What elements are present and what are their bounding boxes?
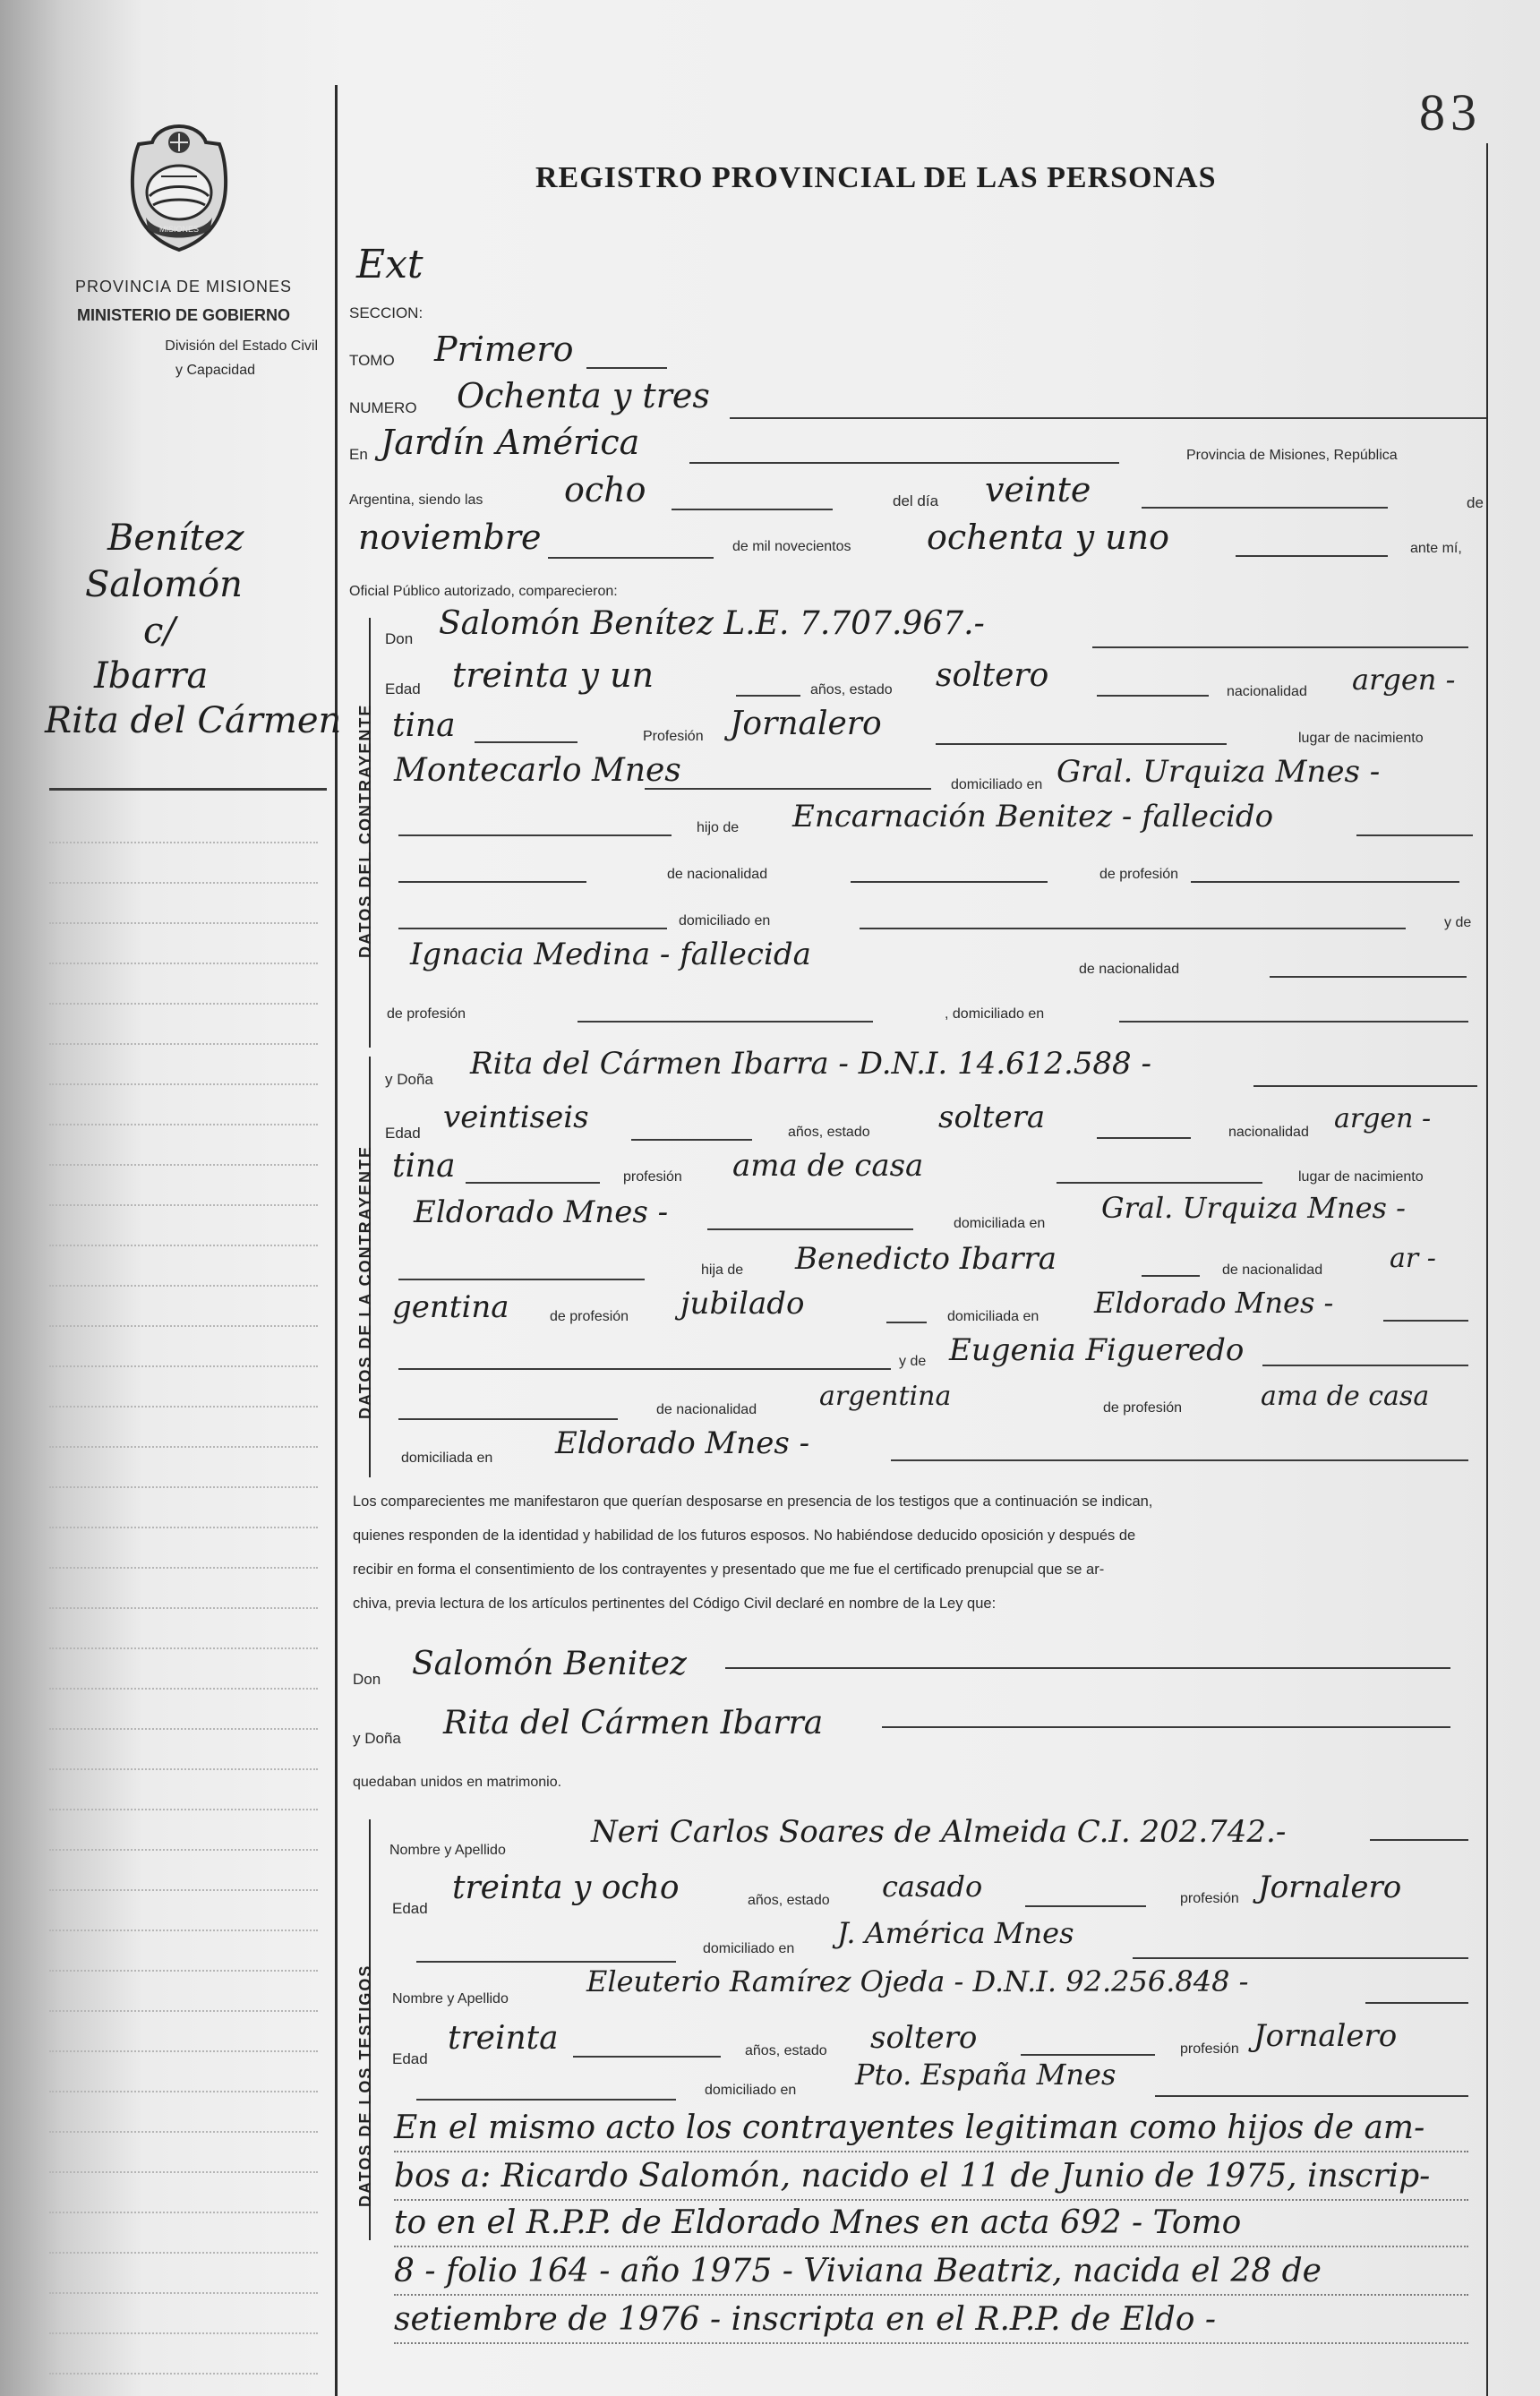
edad-label-f: Edad [385,1125,421,1142]
declaracion-line-3: recibir en forma el consentimiento de los contrayentes y presentado que me fue el certificado prenupcial que se ar- [353,1562,1105,1578]
padre-profesion: jubilado [680,1286,805,1322]
lugar-value-f: Eldorado Mnes - [414,1194,669,1230]
tomo-label: TOMO [349,352,395,369]
lugar-label-f: lugar de nacimiento [1298,1169,1424,1185]
mes-value: noviembre [358,518,542,557]
margin-note-line-1: Benítez [107,518,244,559]
domiciliada-3-label: domiciliada en [401,1450,493,1466]
de-label: de [1467,494,1484,511]
provincia-label: Provincia de Misiones, República [1186,448,1398,463]
domiciliada-2-label: domiciliada en [947,1309,1040,1324]
profesion-value: Jornalero [730,706,882,742]
de-nacionalidad-label-f: de nacionalidad [1222,1262,1323,1278]
margin-note-line-4: Ibarra [94,655,209,697]
lugar-value: Montecarlo Mnes [394,752,681,789]
de-profesion-2-label-f: de profesión [1103,1400,1183,1416]
profesion-value-f: ama de casa [732,1148,924,1184]
t2-estado-value: soltero [870,2020,978,2056]
margin-note-line-2: Salomón [85,564,243,605]
de-profesion-label-f: de profesión [550,1309,629,1324]
seccion-value: Ext [356,242,424,287]
nota-line-2: bos a: Ricardo Salomón, nacido el 11 de Junio de 1975, inscrip- [394,2158,1431,2195]
hijo-label: hijo de [697,820,740,835]
padre-domicilio: Eldorado Mnes - [1094,1286,1334,1320]
madre-nacionalidad: argentina [819,1381,952,1412]
province-name: PROVINCIA DE MISIONES [74,278,293,295]
domiciliada-value: Gral. Urquiza Mnes - [1101,1191,1406,1225]
margin-note-underline [49,788,327,791]
y-de-label-f: y de [899,1354,927,1369]
estado-value: soltero [936,657,1049,694]
t2-profesion-value: Jornalero [1253,2018,1398,2054]
t1-anos-label: años, estado [748,1893,830,1908]
t2-nombre-value: Eleuterio Ramírez Ojeda - D.N.I. 92.256.848 - [586,1964,1249,1998]
declaracion-dona-label: y Doña [353,1730,401,1747]
t1-profesion-value: Jornalero [1258,1870,1402,1905]
y-de-label: y de [1444,915,1472,930]
nota-line-1: En el mismo acto los contrayentes legitiman como hijos de am- [394,2109,1425,2146]
madre-profesion: ama de casa [1261,1381,1430,1412]
declaracion-don-value: Salomón Benitez [412,1646,687,1682]
lugar-label: lugar de nacimiento [1298,731,1424,746]
registry-title: REGISTRO PROVINCIAL DE LAS PERSONAS [535,161,1217,194]
anos-label: años, estado [810,682,893,697]
hija-value: Benedicto Ibarra [795,1241,1057,1277]
nota-line-3: to en el R.P.P. de Eldorado Mnes en acta 692 - Tomo [394,2204,1242,2241]
de-nacionalidad-2-label-f: de nacionalidad [656,1402,757,1417]
svg-text:MISIONES: MISIONES [158,225,200,234]
t2-profesion-label: profesión [1180,2041,1239,2057]
nacionalidad-label-f: nacionalidad [1228,1125,1309,1140]
section-label-contrayente: DATOS DEL CONTRAYENTE [356,703,374,958]
nota-line-4: 8 - folio 164 - año 1975 - Viviana Beatriz, nacida el 28 de [394,2253,1322,2289]
t2-edad-value: treinta [448,2020,559,2057]
nacionalidad-value-2: tina [392,707,456,744]
margin-note-line-3: c/ [143,611,175,652]
division-line-1: División del Estado Civil [165,338,318,354]
anio-value: ochenta y uno [927,518,1169,557]
nota-line-5: setiembre de 1976 - inscripta en el R.P.P. de Eldo - [394,2301,1216,2338]
de-nacionalidad-2-label: de nacionalidad [1079,962,1180,977]
tomo-value: Primero [434,329,574,369]
dona-label: y Doña [385,1071,433,1088]
t1-edad-value: treinta y ocho [452,1870,680,1906]
de-nacionalidad-label: de nacionalidad [667,867,768,882]
don-value: Salomón Benítez L.E. 7.707.967.- [439,605,985,642]
t2-edad-label: Edad [392,2050,428,2067]
domiciliado-2-label: domiciliado en [679,913,771,928]
profesion-label-f: profesión [623,1169,682,1185]
division-line-2: y Capacidad [175,363,255,378]
de-profesion-label: de profesión [1099,867,1179,882]
domiciliado-value: Gral. Urquiza Mnes - [1057,754,1381,790]
estado-value-f: soltera [938,1100,1046,1135]
dona-value: Rita del Cármen Ibarra - D.N.I. 14.612.588 - [470,1046,1151,1082]
madre-domicilio: Eldorado Mnes - [555,1425,810,1461]
padre-nacionalidad-2: gentina [392,1289,509,1325]
nacionalidad-value-1: argen - [1352,663,1456,697]
numero-label: NUMERO [349,399,417,416]
oficial-label: Oficial Público autorizado, comparecieron: [349,584,618,599]
dia-label: del día [893,492,939,509]
t1-domiciliado-value: J. América Mnes [837,1916,1074,1950]
province-crest-icon [121,121,237,255]
ante-label: ante mí, [1410,541,1462,556]
ministry-name: MINISTERIO DE GOBIERNO [76,306,291,324]
domiciliada-label: domiciliada en [954,1216,1046,1231]
right-rule [1486,143,1488,2396]
declaracion-dona-value: Rita del Cármen Ibarra [443,1705,824,1741]
domiciliado-3-label: , domiciliado en [945,1006,1045,1022]
edad-value: treinta y un [452,655,654,695]
declaracion-line-2: quienes responden de la identidad y habilidad de los futuros esposos. No habiéndose deducido oposición y después de [353,1527,1136,1544]
declaracion-don-label: Don [353,1671,381,1688]
t2-domiciliado-label: domiciliado en [705,2083,797,2098]
hora-value: ocho [564,470,646,509]
section-label-contrayente-f: DATOS DE LA CONTRAYENTE [356,1144,374,1419]
madre-value-f: Eugenia Figueredo [949,1332,1245,1368]
hijo-value: Encarnación Benitez - fallecido [792,799,1274,834]
nacionalidad-label: nacionalidad [1227,684,1307,699]
numero-value: Ochenta y tres [457,376,710,415]
anio-label: de mil novecientos [732,539,851,554]
padre-nacionalidad-1: ar - [1390,1243,1436,1274]
t1-estado-value: casado [882,1870,983,1904]
unidos-label: quedaban unidos en matrimonio. [353,1775,562,1790]
page-number: 83 [1419,83,1482,141]
nacionalidad-value-f-1: argen - [1334,1103,1432,1134]
en-value: Jardín América [381,423,640,462]
edad-value-f: veintiseis [443,1100,589,1135]
nacionalidad-value-f-2: tina [392,1148,456,1185]
t2-domiciliado-value: Pto. España Mnes [855,2058,1116,2092]
madre-value: Ignacia Medina - fallecida [410,937,811,972]
de-profesion-2-label: de profesión [387,1006,466,1022]
t2-nombre-label: Nombre y Apellido [392,1991,509,2007]
don-label: Don [385,630,414,647]
declaracion-line-1: Los comparecientes me manifestaron que querían desposarse en presencia de los testigos que a continuación se indican, [353,1493,1153,1510]
hija-label: hija de [701,1262,744,1278]
t1-nombre-label: Nombre y Apellido [389,1843,506,1858]
section-label-testigos: DATOS DE LOS TESTIGOS [356,1964,374,2207]
domiciliado-label: domiciliado en [951,777,1043,792]
dia-value: veinte [985,470,1091,509]
seccion-label: SECCION: [349,304,424,321]
edad-label: Edad [385,680,421,697]
anos-label-f: años, estado [788,1125,870,1140]
t1-edad-label: Edad [392,1900,428,1917]
margin-note-line-5: Rita del Cármen [45,700,342,741]
declaracion-line-4: chiva, previa lectura de los artículos pertinentes del Código Civil declaré en nombre de la Ley que: [353,1596,997,1612]
argentina-label: Argentina, siendo las [349,492,483,508]
t1-profesion-label: profesión [1180,1891,1239,1906]
en-label: En [349,446,368,463]
profesion-label: Profesión [643,729,704,744]
margin-rule [335,85,338,2396]
t2-anos-label: años, estado [745,2043,827,2058]
t1-nombre-value: Neri Carlos Soares de Almeida C.I. 202.742.- [591,1814,1287,1850]
t1-domiciliado-label: domiciliado en [703,1941,795,1956]
